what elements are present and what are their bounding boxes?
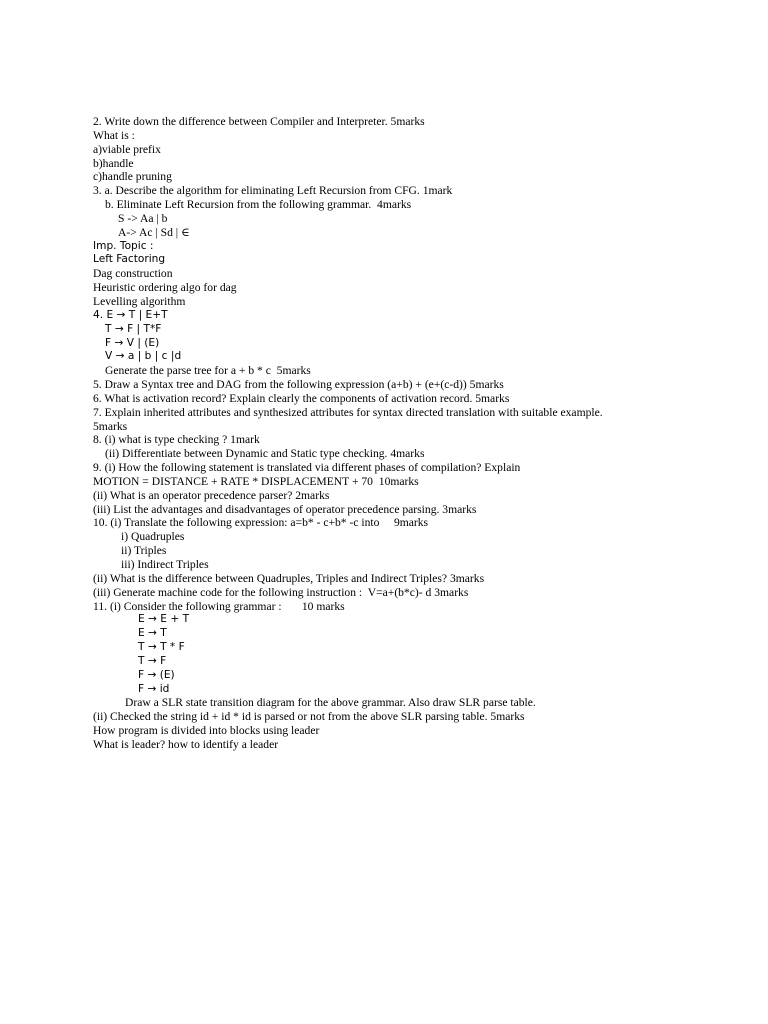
text-line: F → V | (E) (105, 336, 160, 349)
text-line: 5marks (93, 419, 128, 433)
text-line: 4. E → T | E+T (93, 308, 168, 321)
text-line: b)handle (93, 156, 134, 170)
text-line: 8. (i) what is type checking ? 1mark (93, 433, 260, 447)
text-line: 9. (i) How the following statement is translated via different phases of compilation? Explain (93, 461, 521, 475)
text-line: A-> Ac | Sd | ∈ (118, 225, 190, 239)
text-line: (ii) What is an operator precedence parser? 2marks (93, 488, 330, 502)
text-line: Imp. Topic : (93, 239, 154, 252)
text-line: ii) Triples (121, 544, 167, 558)
text-line: i) Quadruples (121, 530, 185, 544)
text-line: (iii) Generate machine code for the following instruction : V=a+(b*c)- d 3marks (93, 585, 469, 599)
text-line: Heuristic ordering algo for dag (93, 281, 237, 295)
text-line: 5. Draw a Syntax tree and DAG from the following expression (a+b) + (e+(c-d)) 5marks (93, 378, 504, 392)
text-line: 10. (i) Translate the following expression: a=b* - c+b* -c into 9marks (93, 516, 429, 530)
text-line: 11. (i) Consider the following grammar : 10 marks (93, 599, 345, 613)
text-line: What is : (93, 128, 135, 142)
text-line: 7. Explain inherited attributes and synthesized attributes for syntax directed translation with suitable example. (93, 405, 603, 419)
text-line: (iii) List the advantages and disadvantages of operator precedence parsing. 3marks (93, 502, 477, 516)
text-line: (ii) Checked the string id + id * id is parsed or not from the above SLR parsing table. 5marks (93, 710, 525, 724)
text-line: Dag construction (93, 267, 173, 281)
text-line: MOTION = DISTANCE + RATE * DISPLACEMENT + 70 10marks (93, 474, 419, 488)
text-line: (ii) Differentiate between Dynamic and Static type checking. 4marks (105, 447, 425, 461)
text-line: b. Eliminate Left Recursion from the following grammar. 4marks (105, 198, 412, 212)
text-line: (ii) What is the difference between Quadruples, Triples and Indirect Triples? 3marks (93, 571, 485, 585)
text-line: 6. What is activation record? Explain clearly the components of activation record. 5marks (93, 391, 510, 405)
text-line: 3. a. Describe the algorithm for eliminating Left Recursion from CFG. 1mark (93, 184, 453, 198)
text-line: V → a | b | c |d (105, 350, 182, 363)
text-line: Left Factoring (93, 253, 166, 266)
text-line: What is leader? how to identify a leader (93, 737, 279, 751)
text-line: Levelling algorithm (93, 294, 186, 308)
text-line: Draw a SLR state transition diagram for the above grammar. Also draw SLR parse table. (125, 696, 536, 710)
text-line: iii) Indirect Triples (121, 558, 209, 571)
text-line: Generate the parse tree for a + b * c 5marks (105, 364, 311, 378)
text-line: How program is divided into blocks using leader (93, 724, 320, 738)
text-line: T → F (138, 654, 167, 667)
text-line: c)handle pruning (93, 170, 172, 184)
text-line: T → F | T*F (105, 322, 162, 335)
text-line: 2. Write down the difference between Compiler and Interpreter. 5marks (93, 115, 425, 128)
text-line: F → id (138, 682, 170, 695)
text-line: E → E + T (138, 613, 190, 626)
text-line: T → T * F (138, 641, 185, 654)
text-line: S -> Aa | b (118, 211, 168, 225)
text-line: F → (E) (138, 668, 175, 681)
text-line: a)viable prefix (93, 142, 161, 156)
text-line: E → T (138, 627, 167, 640)
